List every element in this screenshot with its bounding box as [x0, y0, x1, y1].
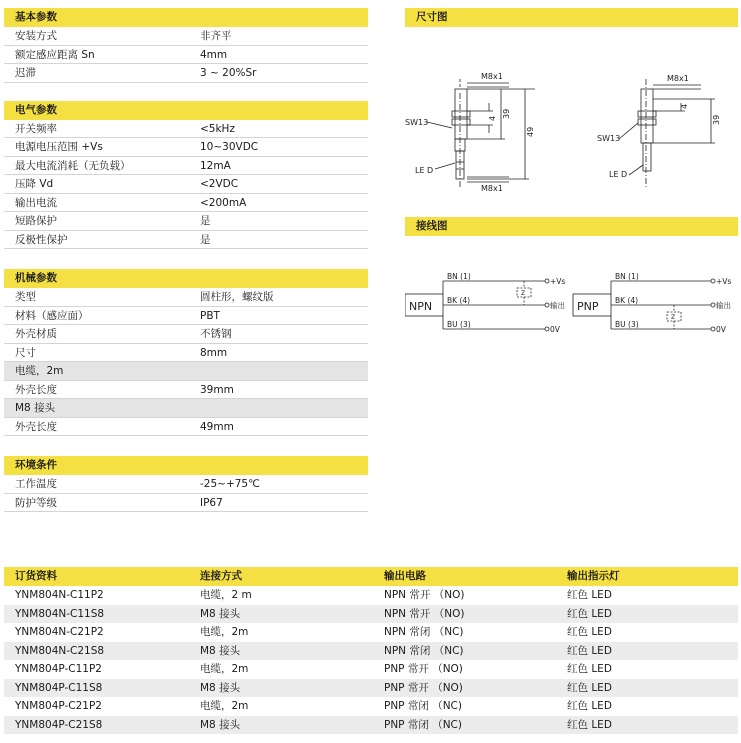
- order-connection: 电缆，2m: [200, 663, 249, 675]
- environment-section: [4, 456, 368, 512]
- spec-row: [4, 399, 368, 418]
- order-output: PNP 常开 （NO): [384, 663, 463, 675]
- spec-row: [4, 362, 368, 381]
- order-connection: M8 接头: [200, 644, 241, 657]
- thread-label-left: M8x1: [481, 72, 503, 81]
- spec-row: [4, 307, 368, 326]
- environment-header: 环境条件: [4, 456, 368, 475]
- order-indicator: 红色 LED: [567, 681, 612, 694]
- dim-39-left: 39: [502, 108, 511, 119]
- order-output: PNP 常闭 （NC): [384, 700, 462, 712]
- npn-bn: BN (1): [447, 272, 471, 281]
- order-indicator: 红色 LED: [567, 607, 612, 620]
- spec-value: IP67: [200, 496, 223, 509]
- thread-label-left-bottom: M8x1: [481, 184, 503, 192]
- thread-label-right: M8x1: [667, 74, 689, 83]
- dimension-header: 尺寸图: [405, 8, 738, 27]
- sensor-drawing-m8-connector: [427, 79, 535, 187]
- order-model: YNM804N-C11S8: [15, 607, 105, 620]
- spec-key: 反极性保护: [15, 233, 68, 246]
- spec-panel: [4, 8, 368, 512]
- spec-key: 短路保护: [15, 215, 57, 227]
- spec-value: 49mm: [200, 420, 234, 433]
- spec-value: <2VDC: [200, 178, 239, 190]
- spec-value: 4mm: [200, 48, 228, 61]
- pnp-bn: BN (1): [615, 272, 639, 281]
- spec-row: [4, 46, 368, 65]
- order-output: NPN 常开 （NO): [384, 589, 465, 601]
- order-header: [4, 567, 738, 586]
- npn-zero: 0V: [550, 325, 560, 334]
- spec-key: 迟滞: [15, 67, 36, 79]
- spec-value: 圆柱形，螺纹版: [200, 291, 274, 303]
- spec-row: [4, 288, 368, 307]
- order-model: YNM804N-C11P2: [15, 589, 104, 601]
- spec-row: [4, 231, 368, 250]
- order-row: [4, 716, 738, 735]
- npn-bu: BU (3): [447, 320, 471, 329]
- spec-key: 外壳长度: [15, 420, 57, 433]
- order-output: NPN 常开 （NO): [384, 607, 465, 620]
- pnp-vs: +Vs: [716, 277, 732, 286]
- electrical-rows: [4, 120, 368, 250]
- spec-row: [4, 475, 368, 494]
- mechanical-section: [4, 269, 368, 436]
- spec-key: 安装方式: [15, 30, 57, 42]
- order-model: YNM804P-C21S8: [15, 718, 103, 731]
- spec-row: [4, 175, 368, 194]
- sw-label-left: SW13: [405, 118, 429, 127]
- dimension-panel: [405, 8, 738, 192]
- spec-row: [4, 138, 368, 157]
- wiring-diagram: [405, 236, 738, 336]
- order-row: [4, 605, 738, 624]
- electrical-header: 电气参数: [4, 101, 368, 120]
- order-indicator: 红色 LED: [567, 663, 612, 675]
- spec-row: [4, 212, 368, 231]
- pnp-bk: BK (4): [615, 296, 639, 305]
- spec-row: [4, 494, 368, 513]
- spec-value: <200mA: [200, 196, 247, 209]
- spec-key: 工作温度: [15, 478, 57, 490]
- mechanical-rows: [4, 288, 368, 436]
- spec-key: 电缆，2m: [15, 365, 64, 377]
- spec-key: 尺寸: [15, 346, 36, 359]
- order-model: YNM804P-C11S8: [15, 681, 103, 694]
- order-model: YNM804P-C11P2: [15, 663, 102, 675]
- environment-rows: [4, 475, 368, 512]
- spec-value: 非齐平: [200, 30, 232, 42]
- order-row: [4, 679, 738, 698]
- sw-label-right: SW13: [597, 134, 621, 143]
- pnp-label: PNP: [577, 300, 599, 313]
- npn-bk: BK (4): [447, 296, 471, 305]
- basic-rows: [4, 27, 368, 83]
- order-output: NPN 常闭 （NC): [384, 644, 464, 657]
- spec-value: 是: [200, 233, 211, 246]
- spec-key: 压降 Vd: [15, 178, 54, 190]
- mechanical-header: 机械参数: [4, 269, 368, 288]
- order-table: [4, 567, 738, 734]
- spec-value: 10~30VDC: [200, 141, 259, 153]
- spec-key: 开关频率: [15, 122, 57, 135]
- spec-value: 8mm: [200, 346, 228, 359]
- order-indicator: 红色 LED: [567, 718, 612, 731]
- dimension-drawing: [405, 27, 738, 192]
- order-connection: M8 接头: [200, 718, 241, 731]
- order-indicator: 红色 LED: [567, 589, 612, 601]
- spec-row: [4, 325, 368, 344]
- spec-row: [4, 344, 368, 363]
- led-label-right: LE D: [609, 170, 628, 179]
- spec-key: 材料（感应面）: [15, 309, 89, 322]
- pnp-zero: 0V: [716, 325, 726, 334]
- spec-row: [4, 157, 368, 176]
- spec-key: 外壳长度: [15, 383, 57, 396]
- led-label-left: LE D: [415, 166, 434, 175]
- npn-vs: +Vs: [550, 277, 566, 286]
- pnp-out: 输出: [716, 301, 731, 310]
- order-col-output: 输出电路: [384, 570, 426, 582]
- wiring-panel: [405, 217, 738, 336]
- order-row: [4, 642, 738, 661]
- order-connection: 电缆，2m: [200, 700, 249, 712]
- spec-key: M8 接头: [15, 402, 56, 414]
- order-model: YNM804P-C21P2: [15, 700, 102, 712]
- spec-row: [4, 64, 368, 83]
- order-col-indicator: 输出指示灯: [567, 570, 620, 582]
- npn-out: 输出: [550, 301, 565, 310]
- spec-value: PBT: [200, 309, 220, 322]
- order-model: YNM804N-C21S8: [15, 644, 105, 657]
- npn-label: NPN: [409, 300, 433, 313]
- order-connection: M8 接头: [200, 607, 241, 620]
- order-connection: M8 接头: [200, 681, 241, 694]
- order-row: [4, 623, 738, 642]
- spec-value: 12mA: [200, 159, 231, 172]
- basic-header: 基本参数: [4, 8, 368, 27]
- order-output: NPN 常闭 （NC): [384, 626, 464, 638]
- spec-row: [4, 194, 368, 213]
- order-col-connection: 连接方式: [200, 570, 242, 582]
- order-connection: 电缆，2 m: [200, 589, 252, 601]
- spec-value: 3 ~ 20%Sr: [200, 67, 257, 79]
- spec-key: 输出电流: [15, 196, 57, 209]
- order-connection: 电缆，2m: [200, 626, 249, 638]
- spec-value: 是: [200, 215, 211, 227]
- npn-z: Z: [521, 290, 526, 297]
- spec-key: 电源电压范围 +Vs: [15, 141, 103, 153]
- electrical-section: [4, 101, 368, 250]
- wiring-header: 接线图: [405, 217, 738, 236]
- dim-39-right: 39: [712, 114, 721, 125]
- spec-row: [4, 27, 368, 46]
- order-indicator: 红色 LED: [567, 700, 612, 712]
- spec-key: 防护等级: [15, 496, 57, 509]
- pnp-z: Z: [671, 314, 676, 321]
- order-rows: [4, 586, 738, 734]
- order-model: YNM804N-C21P2: [15, 626, 104, 638]
- spec-row: [4, 120, 368, 139]
- spec-row: [4, 381, 368, 400]
- spec-key: 额定感应距离 Sn: [15, 48, 95, 61]
- spec-key: 类型: [15, 291, 36, 303]
- order-output: PNP 常闭 （NC): [384, 718, 462, 731]
- order-output: PNP 常开 （NO): [384, 681, 463, 694]
- spec-value: -25~+75℃: [200, 478, 260, 490]
- dim-4-left: 4: [488, 115, 497, 121]
- order-row: [4, 660, 738, 679]
- order-row: [4, 586, 738, 605]
- spec-value: <5kHz: [200, 122, 235, 135]
- dim-4-right: 4: [680, 103, 689, 109]
- order-indicator: 红色 LED: [567, 626, 612, 638]
- order-indicator: 红色 LED: [567, 644, 612, 657]
- spec-row: [4, 418, 368, 437]
- basic-section: [4, 8, 368, 83]
- spec-key: 外壳材质: [15, 328, 57, 340]
- spec-value: 39mm: [200, 383, 234, 396]
- spec-key: 最大电流消耗（无负载）: [15, 159, 131, 172]
- order-row: [4, 697, 738, 716]
- spec-value: 不锈钢: [200, 328, 232, 340]
- dim-49-left: 49: [526, 126, 535, 137]
- sensor-drawing-cable: [619, 79, 715, 187]
- order-col-model: 订货资料: [15, 570, 57, 582]
- pnp-bu: BU (3): [615, 320, 639, 329]
